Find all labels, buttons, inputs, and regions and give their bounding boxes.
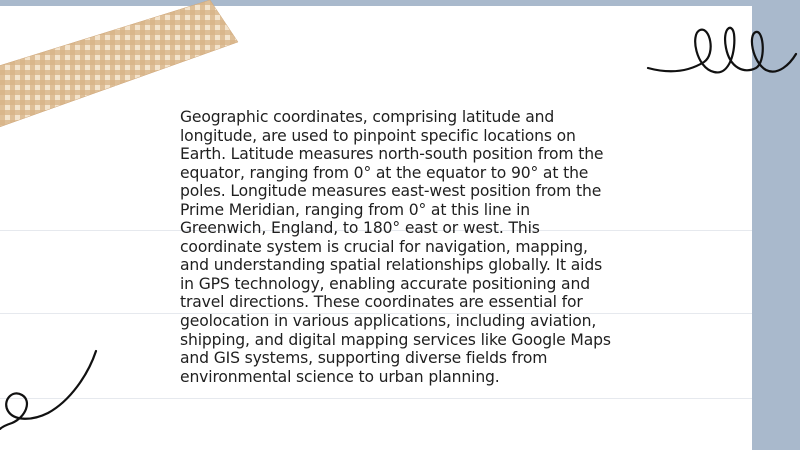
ruled-line bbox=[0, 398, 752, 399]
gingham-tape-icon bbox=[0, 0, 280, 150]
loop-scribble-icon bbox=[640, 14, 800, 84]
loop-scribble-icon bbox=[0, 345, 110, 430]
body-text: Geographic coordinates, comprising latitude and longitude, are used to pinpoint specific locations on Earth. Latitude measures north-south position from the equator, ranging from 0° at the equator to 90° at the poles. Longitude measures east-west position from the Prime Meridian, ranging from 0° at this line in Greenwich, England, to 180° east or west. This coordinate system is crucial for navigation, mapping, and understanding spatial relationships globally. It aids in GPS technology, enabling accurate positioning and travel directions. These coordinates are essential for geolocation in various applications, including aviation, shipping, and digital mapping services like Google Maps and GIS systems, supporting diverse fields from environmental science to urban planning. bbox=[180, 108, 611, 386]
